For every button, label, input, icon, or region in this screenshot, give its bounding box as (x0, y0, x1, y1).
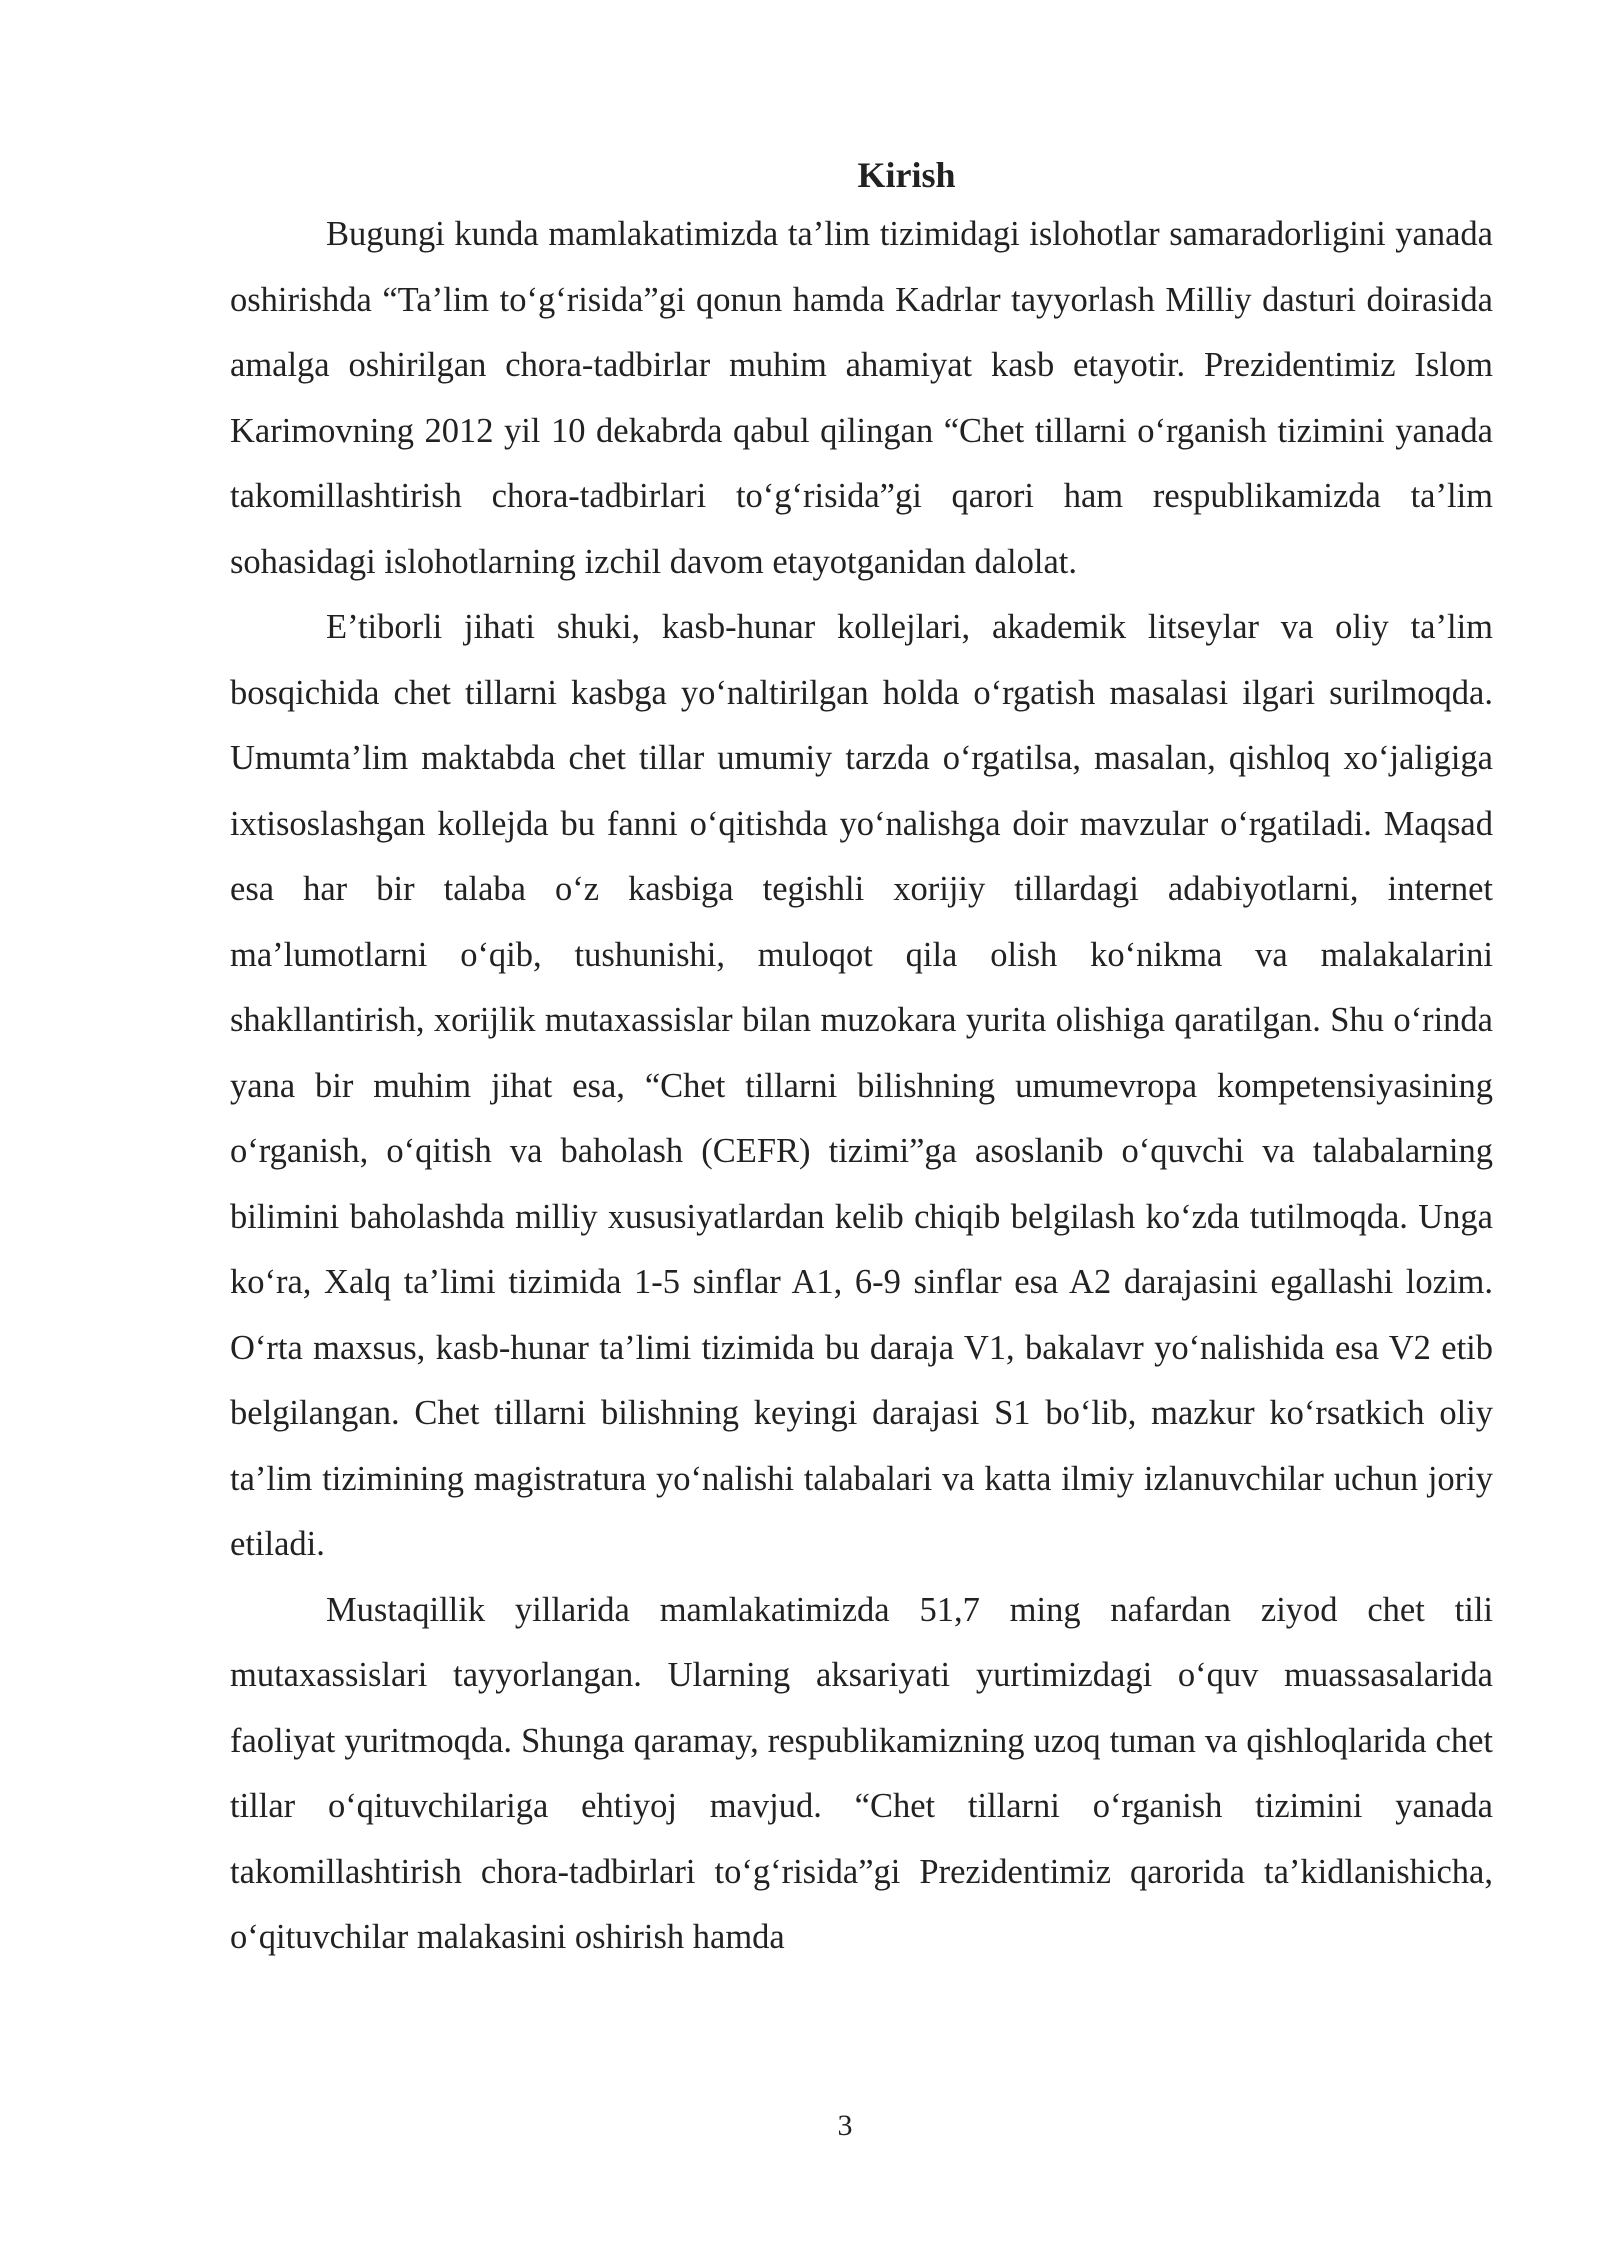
paragraph-2: E’tiborli jihati shuki, kasb-hunar kollejlari, akademik litseylar va oliy ta’lim bosqichida chet tillarni kasbga yo‘naltirilgan holda o‘rgatish masalasi ilgari surilmoqda. Umumta’lim maktabda chet tillar umumiy tarzda o‘rgatilsa, masalan, qishloq xo‘jaligiga ixtisoslashgan kollejda bu fanni o‘qitishda yo‘nalishga doir mavzular o‘rgatiladi. Maqsad esa har bir talaba o‘z kasbiga tegishli xorijiy tillardagi adabiyotlarni, internet ma’lumotlarni o‘qib, tushunishi, muloqot qila olish ko‘nikma va malakalarini shakllantirish, xorijlik mutaxassislar bilan muzokara yurita olishiga qaratilgan. Shu o‘rinda yana bir muhim jihat esa, “Chet tillarni bilishning umumevropa kompetensiyasining o‘rganish, o‘qitish va baholash (CEFR) tizimi”ga asoslanib o‘quvchi va talabalarning bilimini baholashda milliy xususiyatlardan kelib chiqib belgilash ko‘zda tutilmoqda. Unga ko‘ra, Xalq ta’limi tizimida 1-5 sinflar A1, 6-9 sinflar esa A2 darajasini egallashi lozim. O‘rta maxsus, kasb-hunar ta’limi tizimida bu daraja V1, bakalavr yo‘nalishida esa V2 etib belgilangan. Chet tillarni bilishning keyingi darajasi S1 bo‘lib, mazkur ko‘rsatkich oliy ta’lim tizimining magistratura yo‘nalishi talabalari va katta ilmiy izlanuvchilar uchun joriy etiladi. (230, 608, 1493, 1563)
page-number: 3 (837, 2109, 853, 2142)
document-page (230, 148, 1493, 1971)
paragraph-1: Bugungi kunda mamlakatimizda ta’lim tizimidagi islohotlar samaradorligini yanada oshirishda “Ta’lim to‘g‘risida”gi qonun hamda Kadrlar tayyorlash Milliy dasturi doirasida amalga oshirilgan chora-tadbirlar muhim ahamiyat kasb etayotir. Prezidentimiz Islom Karimovning 2012 yil 10 dekabrda qabul qilingan “Chet tillarni o‘rganish tizimini yanada takomillashtirish chora-tadbirlari to‘g‘risida”gi qarori ham respublikamizda ta’lim sohasidagi islohotlarning izchil davom etayotganidan dalolat. (230, 215, 1493, 581)
page-title: Kirish (857, 155, 956, 195)
paragraph-3: Mustaqillik yillarida mamlakatimizda 51,7 ming nafardan ziyod chet tili mutaxassislari tayyorlangan. Ularning aksariyati yurtimizdagi o‘quv muassasalarida faoliyat yuritmoqda. Shunga qaramay, respublikamizning uzoq tuman va qishloqlarida chet tillar o‘qituvchilariga ehtiyoj mavjud. “Chet tillarni o‘rganish tizimini yanada takomillashtirish chora-tadbirlari to‘g‘risida”gi Prezidentimiz qarorida ta’kidlanishicha, o‘qituvchilar malakasini oshirish hamda (230, 1590, 1493, 1956)
